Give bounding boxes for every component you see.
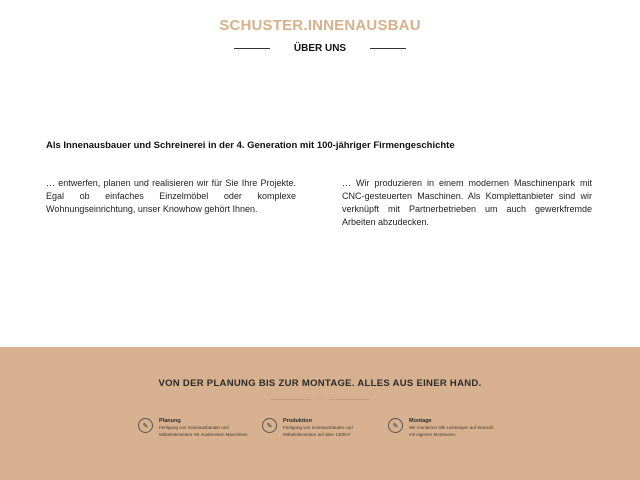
- heading-line-left: [234, 48, 270, 49]
- feature-description: Fertigung von Innenausbauten und Möbelelementen auf über 1400m²: [283, 425, 353, 437]
- section-heading: [0, 43, 640, 54]
- band-divider: [0, 395, 640, 403]
- brand-logo-text[interactable]: SCHUSTER.INNENAUSBAU: [219, 17, 421, 34]
- feature-description: Fertigung von Innenausbauten und Möbelelementen mit modernsten Maschinen: [159, 425, 248, 437]
- feature-name: Produktion: [283, 418, 313, 424]
- pencil-icon: ✎: [388, 418, 403, 433]
- feature-name: Planung: [159, 418, 181, 424]
- heading-line-right: [370, 48, 406, 49]
- about-text-left: … entwerfen, planen und realisieren wir für Sie Ihre Projekte. Egal ob einfaches Einzelmöbel oder komplexe Wohnungseinrichtung, unser Knowhow gehört Ihnen.: [46, 178, 296, 214]
- pencil-icon: ✎: [138, 418, 153, 433]
- services-title: VON DER PLANUNG BIS ZUR MONTAGE. ALLES AUS EINER HAND.: [158, 378, 482, 389]
- section-title: ÜBER UNS: [293, 43, 347, 54]
- heart-icon: ♡: [316, 396, 324, 403]
- feature-produktion: [262, 417, 373, 438]
- feature-planung: [138, 417, 249, 438]
- pencil-icon: ✎: [262, 418, 277, 433]
- feature-name: Montage: [409, 418, 432, 424]
- divider-line-right: [329, 399, 369, 400]
- about-headline: Als Innenausbauer und Schreinerei in der 4. Generation mit 100-jähriger Firmengeschichte: [46, 140, 455, 151]
- about-text-right: … Wir produzieren in einem modernen Maschinenpark mit CNC-gesteuerten Maschinen. Als Komplettanbieter sind wir verknüpft mit Partnerbetrieben um auch gewerkfremde Arbeiten abzudecken.: [342, 178, 592, 227]
- services-band: [0, 347, 640, 480]
- divider-line-left: [271, 399, 311, 400]
- feature-montage: [388, 417, 499, 438]
- feature-description: Wir montieren alle Leistungen auf Wunsch mit eigenen Monteuren.: [409, 425, 494, 437]
